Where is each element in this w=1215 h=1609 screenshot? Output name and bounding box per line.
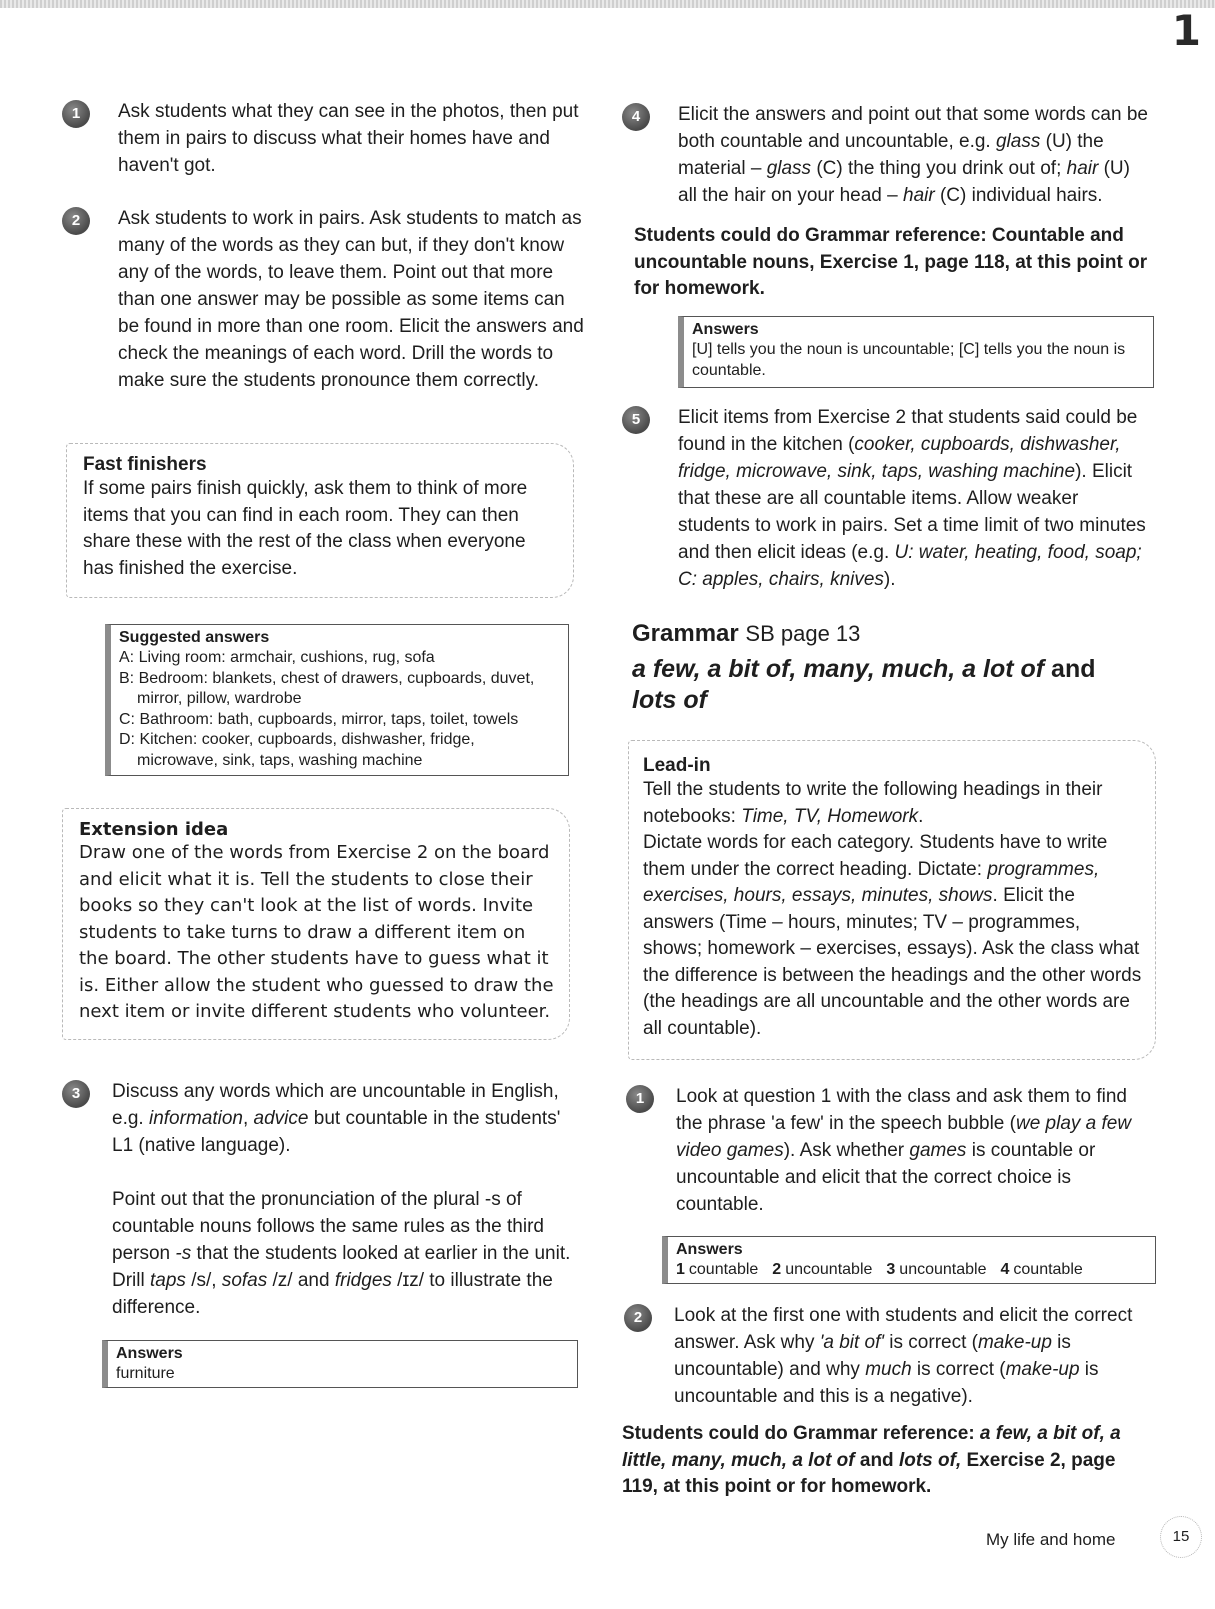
- box-title: Fast finishers: [83, 454, 207, 475]
- fast-finishers-box: [66, 443, 574, 598]
- step-text: Look at question 1 with the class and ask them to find the phrase 'a few' in the speech bubble (we play a few video games). Ask whether games is countable or uncountable and elicit that the correct choice is countable.: [676, 1086, 1132, 1215]
- step-7: [624, 1302, 1152, 1414]
- step-4: [622, 101, 1152, 213]
- page-number: 15: [1160, 1516, 1202, 1558]
- answer-item: 1 countable: [676, 1261, 759, 1278]
- answer-line: furniture: [116, 1365, 175, 1382]
- box-text: Tell the students to write the following headings in their notebooks: Time, TV, Homework. Dictate words for each category. Students have to write them under the correct heading. Dictate: programmes, exercises, hours, essays, minutes, shows. Elicit the answers (Time – hours, minutes; TV – programmes, shows; homework – exercises, essays). Ask the class what the difference is between the headings and the other words (the headings are all uncountable and the other words are all countable).: [643, 779, 1142, 1039]
- answer-line: [U] tells you the noun is uncountable; [C] tells you the noun is countable.: [692, 341, 1126, 379]
- answer-item: 4 countable: [1000, 1261, 1083, 1278]
- step-5: [622, 404, 1152, 594]
- answers-title: Suggested answers: [119, 629, 270, 646]
- unit-number: 1: [1171, 6, 1201, 55]
- step-2: [62, 205, 590, 420]
- extension-idea-box: [62, 808, 570, 1040]
- answers-title: Answers: [692, 321, 759, 338]
- step-number-badge: 4: [622, 103, 650, 131]
- answer-item: 2 uncountable: [772, 1261, 873, 1278]
- grammar-subheading: a few, a bit of, many, much, a lot of and lots of: [632, 655, 1096, 714]
- answers-box-6: [662, 1236, 1156, 1284]
- top-border: [0, 0, 1215, 8]
- footer-unit-title: My life and home: [986, 1530, 1116, 1549]
- step-number-badge: 2: [624, 1304, 652, 1332]
- step-text: Point out that the pronunciation of the plural -s of countable nouns follows the same rules as the third person -s that the students looked at earlier in the unit. Drill taps /s/, sofas /z/ and fridges /ɪz/ to illustrate the difference.: [112, 1189, 571, 1318]
- step-number-badge: 1: [62, 100, 90, 128]
- box-title: Extension idea: [79, 819, 229, 840]
- box-title: Lead-in: [643, 755, 711, 776]
- box-text: Draw one of the words from Exercise 2 on the board and elicit what it is. Tell the students to close their books so they can't look at the list of words. Invite students to take turns to draw a different item on the board. The other students have to guess what it is. Either allow the student who guessed to draw the next item or invite different students who volunteer.: [79, 842, 554, 1022]
- step-1: [62, 98, 582, 182]
- answer-line: C: Bathroom: bath, cupboards, mirror, taps, toilet, towels: [119, 710, 519, 728]
- step-text: Ask students what they can see in the photos, then put them in pairs to discuss what their homes have and haven't got.: [118, 101, 579, 176]
- step-3: [62, 1078, 584, 1318]
- step-text: Elicit items from Exercise 2 that students said could be found in the kitchen (cooker, cupboards, dishwasher, fridge, microwave, sink, taps, washing machine). Elicit that these are all countable items. Allow weaker students to work in pairs. Set a time limit of two minutes and then elicit ideas (e.g. U: water, heating, food, soap; C: apples, chairs, knives).: [678, 407, 1146, 590]
- answer-line: A: Living room: armchair, cushions, rug, sofa: [119, 649, 435, 666]
- answers-box-4: [678, 316, 1154, 388]
- step-text: Look at the first one with students and elicit the correct answer. Ask why 'a bit of' is correct (make-up is uncountable) and why much is correct (make-up is uncountable and this is a negative).: [674, 1305, 1133, 1407]
- answers-title: Answers: [676, 1241, 743, 1258]
- step-6: [626, 1083, 1152, 1221]
- lead-in-box: [628, 740, 1156, 1060]
- step-number-badge: 2: [62, 207, 90, 235]
- answer-line: D: Kitchen: cooker, cupboards, dishwasher, fridge, microwave, sink, taps, washing machine: [119, 731, 475, 769]
- step-text: Ask students to work in pairs. Ask students to match as many of the words as they can but, if they don't know any of the words, to leave them. Point out that more than one answer may be possible as some items can be found in more than one room. Elicit the answers and check the meanings of each word. Drill the words to make sure the students pronounce them correctly.: [118, 208, 584, 391]
- step-number-badge: 1: [626, 1085, 654, 1113]
- step-text: Elicit the answers and point out that some words can be both countable and uncountable, e.g. glass (U) the material – glass (C) the thing you drink out of; hair (U) all the hair on your head – hair (C) individual hairs.: [678, 104, 1148, 206]
- box-text: If some pairs finish quickly, ask them to think of more items that you can find in each room. They can then share these with the rest of the class when everyone has finished the exercise.: [83, 478, 528, 579]
- grammar-reference-note: Students could do Grammar reference: Countable and uncountable nouns, Exercise 1, page 118, at this point or for homework.: [634, 225, 1148, 299]
- grammar-reference-note-2: Students could do Grammar reference: a few, a bit of, a little, many, much, a lot of and lots of, Exercise 2, page 119, at this point or for homework.: [622, 1423, 1121, 1497]
- grammar-heading: Grammar SB page 13: [632, 620, 861, 647]
- answers-box-3: [102, 1340, 578, 1388]
- answers-title: Answers: [116, 1345, 183, 1362]
- step-text: Discuss any words which are uncountable in English, e.g. information, advice but countable in the students' L1 (native language).: [112, 1081, 561, 1156]
- answer-item: 3 uncountable: [886, 1261, 987, 1278]
- answer-line: B: Bedroom: blankets, chest of drawers, cupboards, duvet, mirror, pillow, wardrobe: [119, 669, 535, 707]
- step-number-badge: 5: [622, 406, 650, 434]
- suggested-answers-box: [105, 624, 569, 776]
- step-number-badge: 3: [62, 1080, 90, 1108]
- answers-row: [676, 1260, 1145, 1280]
